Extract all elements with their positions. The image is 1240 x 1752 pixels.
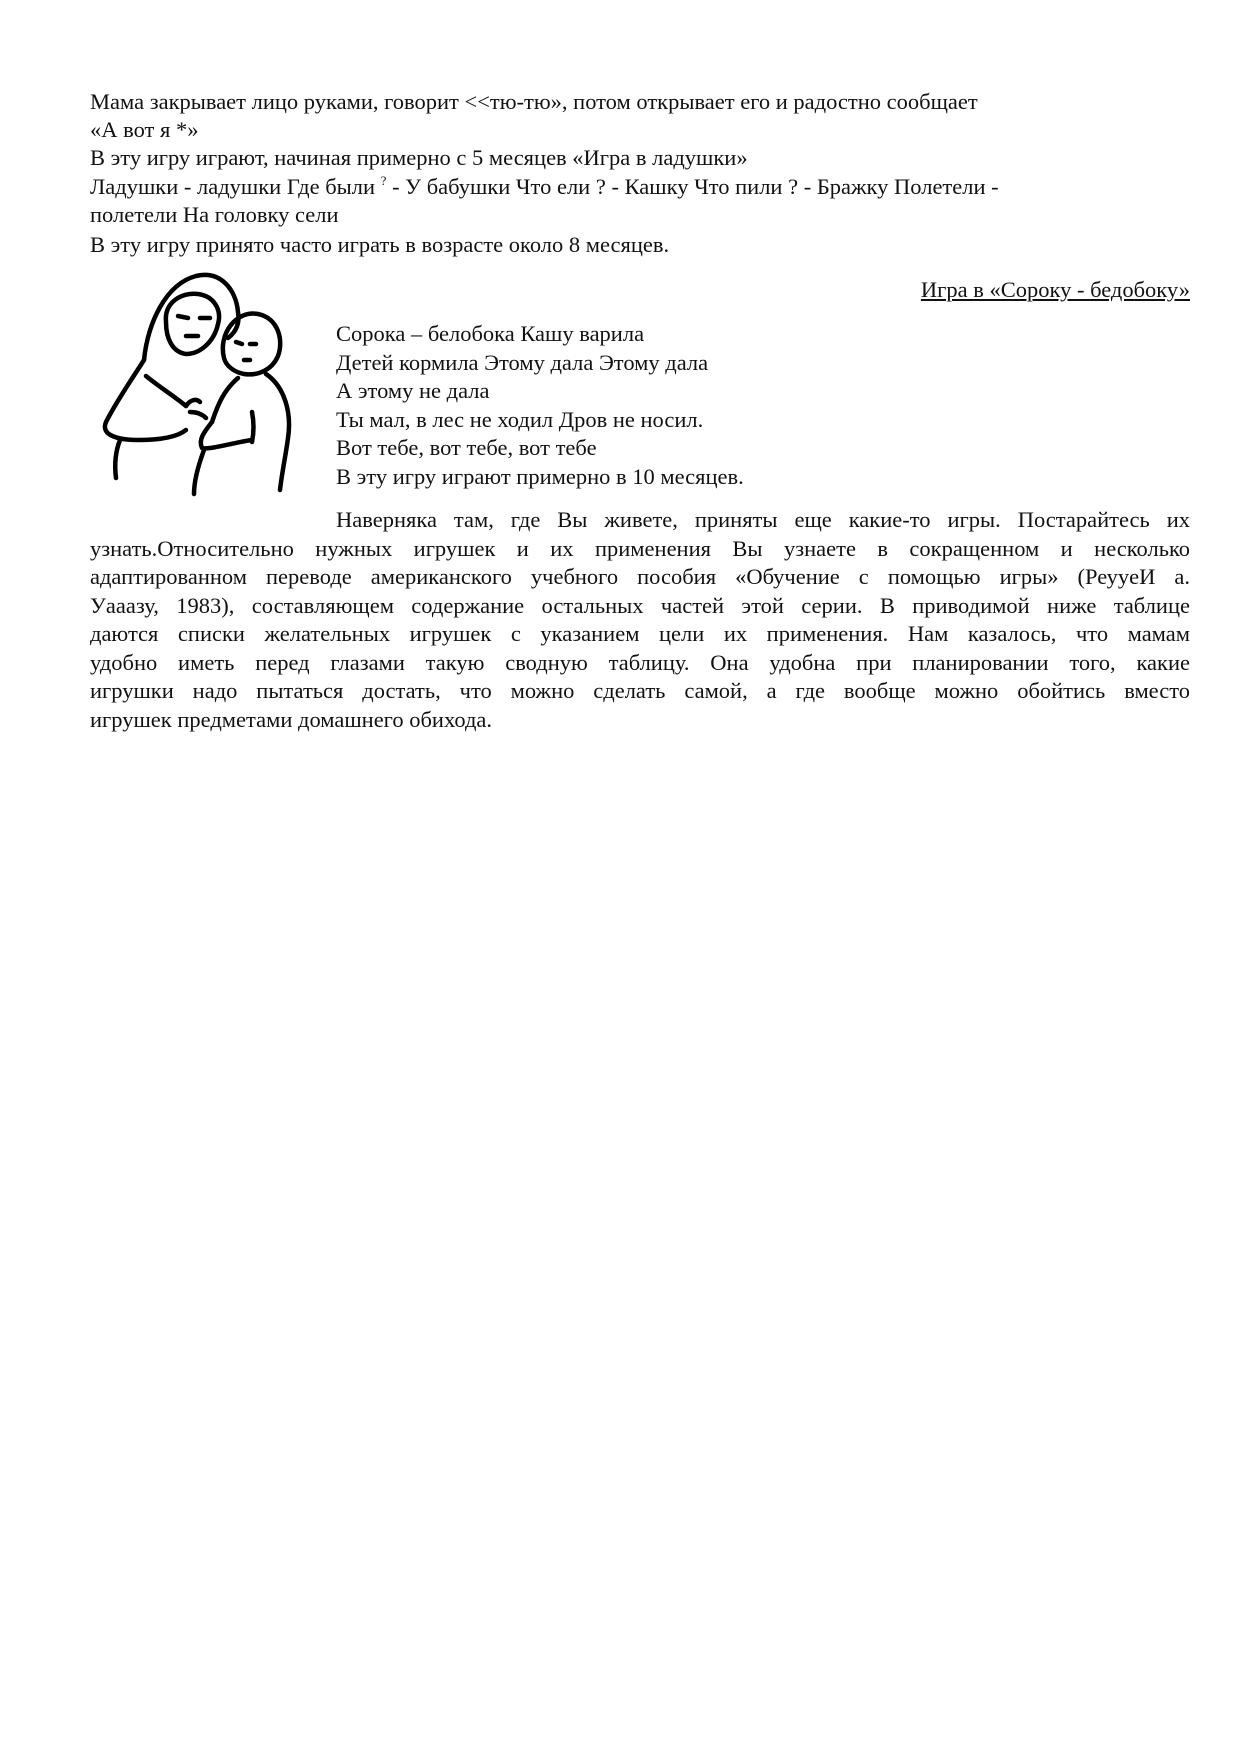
- toys-paragraph: [90, 506, 1190, 734]
- paragraph-line: игрушки надо пытаться достать, что можно сделать самой, а где вообще можно обойтись вместо: [90, 678, 1190, 703]
- soroka-heading: Игра в «Сороку - бедобоку»: [920, 277, 1190, 302]
- age-note-8-months: В эту игру принято часто играть в возрасте около 8 месяцев.: [90, 232, 670, 257]
- poem-line: Вот тебе, вот тебе, вот тебе: [336, 435, 597, 460]
- intro-line-1: Мама закрывает лицо руками, говорит <<тю-тю», потом открывает его и радостно сообщает: [90, 89, 978, 114]
- paragraph-line: Наверняка там, где Вы живете, приняты еще какие-то игры. Постарайтесь их: [336, 507, 1190, 532]
- intro-line-3: В эту игру играют, начиная примерно с 5 месяцев «Игра в ладушки»: [90, 145, 748, 170]
- paragraph-line: удобно иметь перед глазами такую сводную таблицу. Она удобна при планировании того, какие: [90, 649, 1190, 675]
- poem-line: В эту игру играют примерно в 10 месяцев.: [336, 463, 744, 489]
- poem-line: Детей кормила Этому дала Этому дала: [336, 349, 709, 375]
- paragraph-line: адаптированном переводе американского учебного пособия «Обучение с помощью игры» (РеуyeИ а.: [90, 564, 1190, 589]
- soroka-poem: [336, 320, 744, 491]
- paragraph-line: Уааазу, 1983), составляющем содержание остальных частей этой серии. В приводимой ниже таблице: [90, 592, 1190, 618]
- mother-and-child-drawing-icon: [86, 262, 326, 518]
- poem-line: А этому не дала: [336, 378, 490, 403]
- paragraph-line: даются списки желательных игрушек с указанием цели их применения. Нам казалось, что мамам: [90, 621, 1190, 646]
- ladushki-part-1: Ладушки - ладушки Где были: [90, 174, 376, 199]
- ladushki-line-2: полетели На головку сели: [90, 202, 339, 227]
- paragraph-line: узнать.Относительно нужных игрушек и их применения Вы узнаете в сокращенном и несколько: [90, 535, 1190, 561]
- intro-line-2: «А вот я *»: [90, 117, 199, 142]
- poem-line: Сорока – белобока Кашу варила: [336, 321, 645, 346]
- poem-line: Ты мал, в лес не ходил Дров не носил.: [336, 406, 704, 432]
- ladushki-part-2: - У бабушки Что ели ? - Кашку Что пили ? - Бражку Полетели -: [386, 174, 999, 199]
- paragraph-line: игрушек предметами домашнего обихода.: [90, 706, 493, 732]
- ladushki-line-1: [90, 173, 999, 204]
- ladushki-superscript: ?: [380, 173, 387, 188]
